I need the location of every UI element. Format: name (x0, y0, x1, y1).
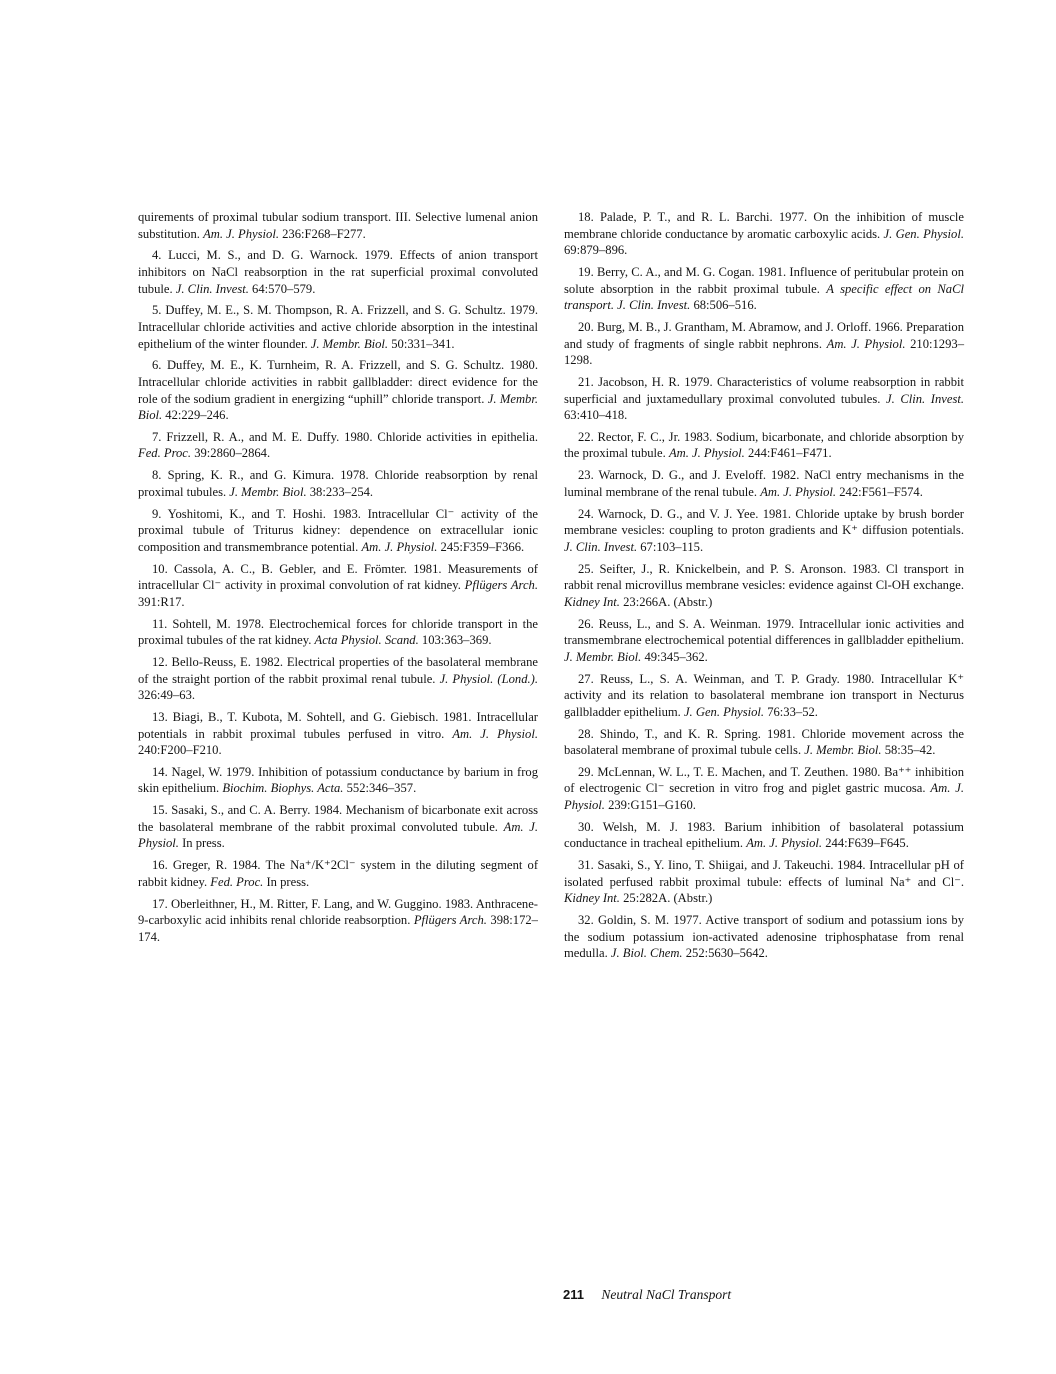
reference-source: J. Membr. Biol. (310, 336, 389, 351)
reference-entry (564, 671, 964, 721)
reference-source: Am. J. Physiol. (746, 836, 823, 851)
reference-number: 23. (578, 468, 599, 483)
reference-entry (138, 802, 538, 852)
reference-text: 23:266A. (Abstr.) (619, 594, 713, 609)
reference-text: Greger, R. 1984. The Na⁺/K⁺2Cl⁻ system in the diluting segment of rabbit kidney. (138, 858, 539, 889)
reference-source: J. Clin. Invest. (886, 391, 964, 406)
reference-text: 39:2860–2864. (191, 446, 271, 461)
reference-entry (138, 764, 538, 797)
reference-text: 103:363–369. (418, 633, 492, 648)
reference-source: Am. J. Physiol. (668, 446, 745, 461)
reference-text: 252:5630–5642. (682, 946, 768, 961)
reference-text: Cassola, A. C., B. Gebler, and E. Frömter. 1981. Measurements of intracellular Cl⁻ activity in proximal convolution of rat kidney. (138, 561, 538, 593)
reference-entry (138, 857, 538, 890)
running-title: Neutral NaCl Transport (601, 1287, 732, 1302)
reference-source: J. Biol. Chem. (610, 946, 683, 961)
reference-text: Shindo, T., and K. R. Spring. 1981. Chloride movement across the basolateral membrane of proximal tubule cells. (564, 726, 964, 758)
reference-text: 239:G151–G160. (604, 798, 696, 813)
reference-text: Biagi, B., T. Kubota, M. Sohtell, and G. Giebisch. 1981. Intracellular potentials in rabbit proximal tubules perfused in vitro. (138, 709, 538, 741)
reference-source: Fed. Proc. (138, 446, 192, 461)
reference-text: Welsh, M. J. 1983. Barium inhibition of basolateral potassium conductance in tracheal epithelium. (564, 819, 964, 851)
reference-number: 17. (152, 896, 171, 911)
reference-source: J. Membr. Biol. (564, 649, 642, 664)
reference-source: J. Membr. Biol. (138, 391, 538, 423)
reference-text: 76:33–52. (764, 704, 818, 719)
reference-source: Biochim. Biophys. Acta. (222, 781, 344, 796)
reference-text: Reuss, L., and S. A. Weinman. 1979. Intracellular ionic activities and transmembrane electrochemical potential differences in gallbladder epithelium. (564, 616, 965, 648)
reference-entry (564, 764, 964, 814)
reference-text: 391:R17. (138, 594, 185, 609)
reference-source: J. Clin. Invest. (564, 539, 638, 554)
reference-source: J. Gen. Physiol. (683, 704, 765, 719)
reference-number: 14. (152, 764, 172, 779)
reference-text: Sohtell, M. 1978. Electrochemical forces for chloride transport in the proximal tubules of the rat kidney. (138, 616, 538, 648)
reference-source: J. Membr. Biol. (229, 484, 307, 499)
reference-text: 236:F268–F277. (278, 226, 366, 241)
reference-text: Palade, P. T., and R. L. Barchi. 1977. On the inhibition of muscle membrane chloride conductance by aromatic carboxylic acids. (564, 210, 964, 241)
reference-text: 69:879–896. (564, 243, 628, 258)
reference-text: Berry, C. A., and M. G. Cogan. 1981. Influence of peritubular protein on solute absorption in the rabbit proximal tubule. (564, 264, 964, 296)
reference-text: 242:F561–F574. (836, 484, 923, 499)
page-footer (563, 1287, 731, 1303)
reference-column-right (564, 209, 964, 967)
reference-number: 8. (152, 468, 168, 483)
reference-text: 245:F359–F366. (437, 539, 525, 554)
reference-number: 7. (152, 429, 167, 444)
reference-number: 16. (152, 858, 173, 873)
reference-entry (138, 467, 538, 500)
reference-number: 22. (578, 429, 598, 444)
reference-text: Burg, M. B., J. Grantham, M. Abramow, and J. Orloff. 1966. Preparation and study of fragments of single rabbit nephrons. (564, 319, 965, 351)
reference-entry (564, 467, 964, 500)
reference-text: Sasaki, S., and C. A. Berry. 1984. Mechanism of bicarbonate exit across the basolateral membrane of the rabbit proximal convoluted tubule. (138, 803, 538, 834)
reference-text: Goldin, S. M. 1977. Active transport of sodium and potassium ions by the sodium potassium ion-activated adenosine triphosphatase from renal medulla. (564, 913, 964, 961)
reference-text: Yoshitomi, K., and T. Hoshi. 1983. Intracellular Cl⁻ activity of the proximal tubule of Triturus kidney: dependence on extracellular ionic composition and transmembrance potential. (138, 506, 538, 554)
reference-text: 244:F639–F645. (822, 836, 909, 851)
reference-number: 24. (578, 506, 598, 521)
reference-number: 4. (152, 248, 169, 263)
reference-text: 63:410–418. (564, 408, 628, 423)
reference-text: Frizzell, R. A., and M. E. Duffy. 1980. Chloride activities in epithelia. (166, 429, 538, 444)
reference-text: McLennan, W. L., T. E. Machen, and T. Zeuthen. 1980. Ba⁺⁺ inhibition of electrogenic Cl⁻ secretion in vitro frog and piglet gastric mucosa. (564, 764, 965, 796)
reference-text: 68:506–516. (690, 298, 757, 313)
reference-text: 67:103–115. (637, 539, 704, 554)
reference-number: 28. (578, 726, 600, 741)
reference-entry (138, 561, 538, 611)
reference-source: Kidney Int. (564, 594, 620, 609)
reference-text: 25:282A. (Abstr.) (619, 891, 713, 906)
reference-entry (138, 247, 538, 297)
page-number: 211 (563, 1287, 584, 1302)
reference-number: 21. (578, 374, 599, 389)
reference-number: 5. (152, 303, 166, 318)
reference-source: Am. J. Physiol. (564, 781, 964, 813)
reference-text: 244:F461–F471. (744, 446, 832, 461)
reference-entry (138, 896, 538, 946)
reference-source: Am. J. Physiol. (203, 226, 279, 241)
reference-source: Am. J. Physiol. (138, 819, 539, 851)
reference-entry (564, 912, 964, 962)
reference-number: 12. (152, 654, 172, 669)
reference-number: 31. (578, 858, 598, 873)
reference-text: 398:172–174. (138, 913, 538, 944)
reference-text: Bello-Reuss, E. 1982. Electrical properties of the basolateral membrane of the straight portion of the rabbit proximal renal tubule. (138, 654, 539, 686)
reference-text: 64:570–579. (248, 281, 316, 296)
reference-entry (564, 429, 964, 462)
reference-entry (564, 616, 964, 666)
reference-entry (138, 654, 538, 704)
reference-source: J. Physiol. (Lond.). (439, 671, 539, 686)
reference-number: 32. (578, 913, 599, 928)
reference-text: In press. (178, 836, 225, 851)
reference-source: Pflügers Arch. (464, 578, 538, 593)
reference-text: 58:35–42. (881, 743, 936, 758)
reference-entry (564, 209, 964, 259)
reference-text: 552:346–357. (343, 781, 417, 796)
reference-entry (564, 561, 964, 611)
reference-entry (564, 264, 964, 314)
reference-entry (564, 506, 964, 556)
reference-number: 13. (152, 709, 173, 724)
reference-entry (138, 302, 538, 352)
reference-number: 18. (578, 210, 600, 224)
reference-number: 26. (578, 616, 599, 631)
reference-text: Seifter, J., R. Knickelbein, and P. S. Aronson. 1983. Cl transport in rabbit renal microvillus membrane vesicles: evidence against Cl-OH exchange. (564, 561, 964, 593)
reference-text: Lucci, M. S., and D. G. Warnock. 1979. Effects of anion transport inhibitors on NaCl reabsorption in the rat superficial proximal convoluted tubule. (138, 248, 538, 296)
reference-entry (138, 506, 538, 556)
reference-source: Am. J. Physiol. (760, 484, 837, 499)
reference-number: 29. (578, 764, 598, 779)
reference-number: 10. (152, 561, 175, 576)
reference-text: 326:49–63. (138, 688, 196, 703)
reference-text: Warnock, D. G., and J. Eveloff. 1982. NaCl entry mechanisms in the luminal membrane of the renal tubule. (564, 468, 964, 499)
reference-number: 19. (578, 264, 597, 279)
reference-source: Pflügers Arch. (413, 913, 487, 928)
reference-text: Jacobson, H. R. 1979. Characteristics of volume reabsorption in rabbit superficial and juxtamedullary proximal convoluted tubules. (564, 374, 965, 406)
reference-column-left (138, 209, 538, 951)
reference-entry (564, 374, 964, 424)
reference-number: 15. (152, 803, 172, 818)
reference-number: 6. (152, 358, 167, 373)
reference-entry (138, 709, 538, 759)
reference-source: Kidney Int. (564, 891, 620, 906)
reference-number: 9. (152, 506, 168, 521)
reference-source: J. Membr. Biol. (804, 743, 882, 758)
reference-entry (138, 357, 538, 423)
reference-text: quirements of proximal tubular sodium transport. III. Selective lumenal anion substitution. (138, 210, 538, 241)
reference-source: Fed. Proc. (210, 874, 264, 889)
reference-text: Duffey, M. E., S. M. Thompson, R. A. Frizzell, and S. G. Schultz. 1979. Intracellular chloride activities and active chloride absorption in the intestinal epithelium of the winter flounder. (138, 303, 539, 351)
reference-source: Am. J. Physiol. (361, 539, 438, 554)
reference-source: Am. J. Physiol. (452, 726, 538, 741)
reference-number: 30. (578, 819, 603, 834)
reference-text: Nagel, W. 1979. Inhibition of potassium conductance by barium in frog skin epithelium. (138, 764, 539, 796)
reference-entry (138, 616, 538, 649)
reference-source: Am. J. Physiol. (826, 336, 906, 351)
reference-text: Reuss, L., S. A. Weinman, and T. P. Grady. 1980. Intracellular K⁺ activity and its relation to basolateral membrane ion transport in Necturus gallbladder epithelium. (564, 671, 964, 719)
reference-entry (138, 209, 538, 242)
reference-text: Duffey, M. E., K. Turnheim, R. A. Frizzell, and S. G. Schultz. 1980. Intracellular chloride activities in rabbit gallbladder: direct evidence for the role of the sodium gradient in energizing “uphill” chloride transport. (138, 358, 538, 406)
reference-text: 42:229–246. (162, 408, 229, 423)
reference-entry (564, 726, 964, 759)
reference-entry (564, 319, 964, 369)
reference-text: In press. (263, 874, 310, 889)
reference-number: 25. (578, 561, 600, 576)
reference-source: J. Gen. Physiol. (883, 226, 964, 241)
reference-entry (564, 819, 964, 852)
reference-source: Acta Physiol. Scand. (314, 633, 419, 648)
reference-text: Warnock, D. G., and V. J. Yee. 1981. Chloride uptake by brush border membrane vesicles: coupling to proton gradients and K⁺ diffusion potentials. (564, 506, 964, 538)
reference-text: 50:331–341. (388, 336, 455, 351)
reference-text: Rector, F. C., Jr. 1983. Sodium, bicarbonate, and chloride absorption by the proximal tubule. (564, 429, 965, 461)
reference-number: 11. (152, 616, 173, 631)
reference-text: Spring, K. R., and G. Kimura. 1978. Chloride reabsorption by renal proximal tubules. (138, 468, 539, 499)
reference-number: 20. (578, 319, 597, 334)
reference-text: Oberleithner, H., M. Ritter, F. Lang, and W. Guggino. 1983. Anthracene-9-carboxylic acid inhibits renal chloride reabsorption. (138, 896, 538, 928)
reference-source: A specific effect on NaCl transport. J. Clin. Invest. (564, 281, 964, 313)
reference-text: 210:1293–1298. (564, 336, 964, 368)
reference-source: J. Clin. Invest. (175, 281, 249, 296)
reference-text: 49:345–362. (641, 649, 708, 664)
reference-entry (138, 429, 538, 462)
reference-text: 240:F200–F210. (138, 743, 222, 758)
reference-entry (564, 857, 964, 907)
reference-text: Sasaki, S., Y. Iino, T. Shiigai, and J. Takeuchi. 1984. Intracellular pH of isolated perfused rabbit proximal tubule: effects of luminal Na⁺ and Cl⁻. (564, 858, 964, 889)
reference-text: 38:233–254. (306, 484, 374, 499)
reference-number: 27. (578, 671, 600, 686)
